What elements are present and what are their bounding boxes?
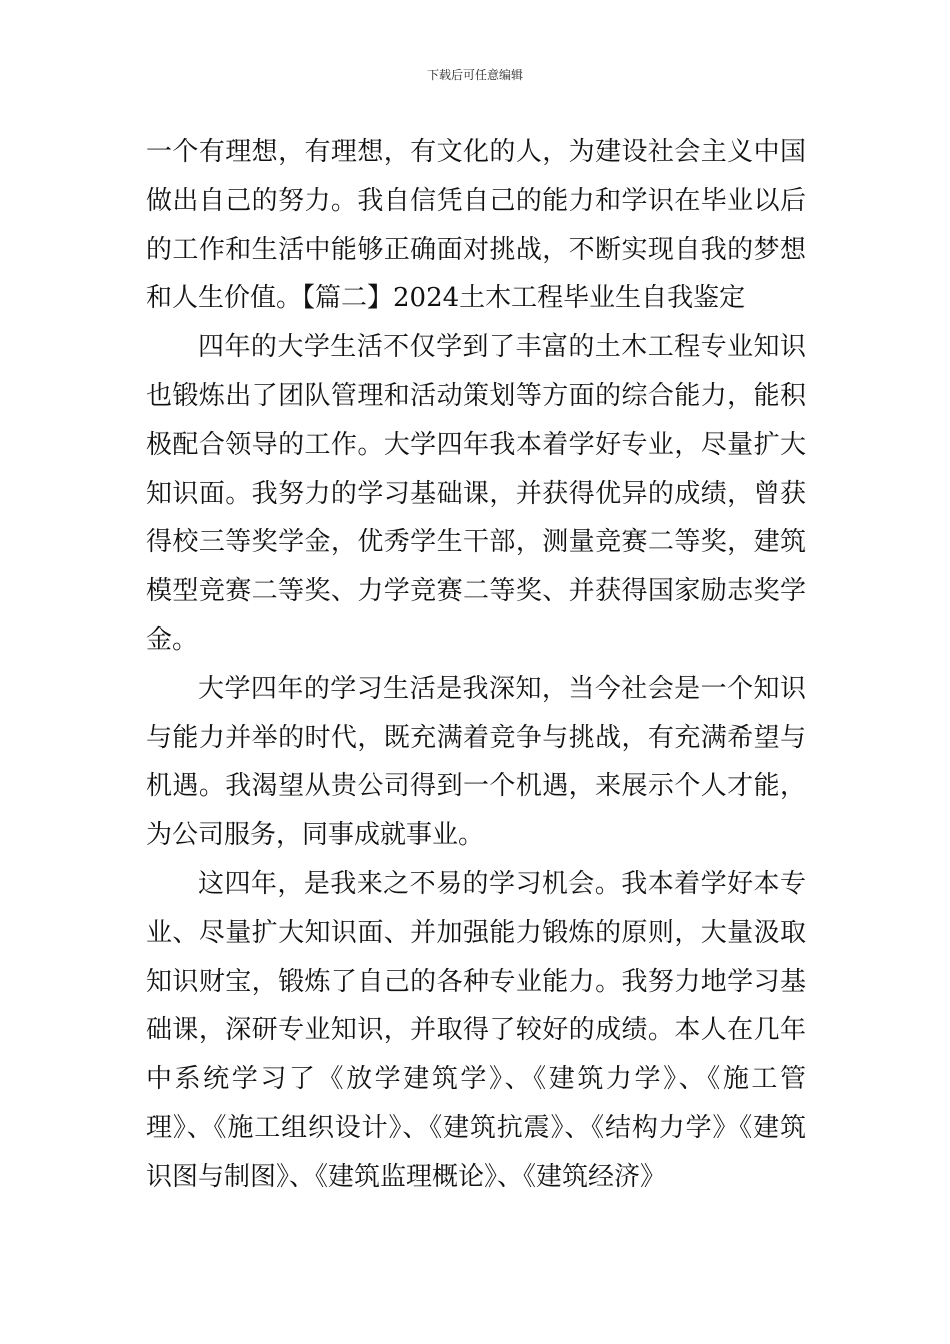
paragraph-1: 一个有理想，有理想，有文化的人，为建设社会主义中国做出自己的努力。我自信凭自己的能力和学识在毕业以后的工作和生活中能够正确面对挑战，不断实现自我的梦想和人生价值。【篇二】2024土木工程毕业生自我鉴定: [146, 137, 806, 314]
page-header: 下载后可任意编辑: [426, 68, 523, 82]
paragraph-4: 这四年，是我来之不易的学习机会。我本着学好本专业、尽量扩大知识面、并加强能力锻炼的原则，大量汲取知识财宝，锻炼了自己的各种专业能力。我努力地学习基础课，深研专业知识，并取得了较好的成绩。本人在几年中系统学习了《放学建筑学》、《建筑力学》、《施工管理》、《施工组织设计》、《建筑抗震》、《结构力学》《建筑识图与制图》、《建筑监理概论》、《建筑经济》: [146, 868, 806, 1192]
document-body: [146, 128, 806, 1202]
paragraph-2: 四年的大学生活不仅学到了丰富的土木工程专业知识也锻炼出了团队管理和活动策划等方面的综合能力，能积极配合领导的工作。大学四年我本着学好专业，尽量扩大知识面。我努力的学习基础课，并获得优异的成绩，曾获得校三等奖学金，优秀学生干部，测量竞赛二等奖，建筑模型竞赛二等奖、力学竞赛二等奖、并获得国家励志奖学金。: [146, 332, 806, 655]
paragraph-3: 大学四年的学习生活是我深知，当今社会是一个知识与能力并举的时代，既充满着竞争与挑战，有充满希望与机遇。我渴望从贵公司得到一个机遇，来展示个人才能，为公司服务，同事成就事业。: [146, 673, 806, 851]
